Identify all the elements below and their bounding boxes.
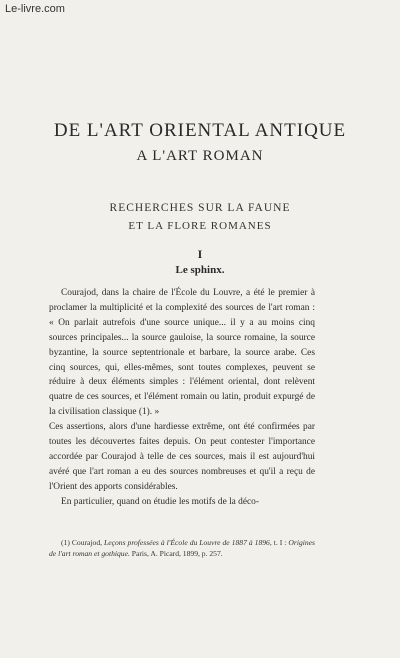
article-title: DE L'ART ORIENTAL ANTIQUE	[53, 120, 347, 141]
paragraph: Ces assertions, alors d'une hardiesse extrême, ont été confirmées par toutes les découvertes faites depuis. On peut contester l'importance accordée par Courajod à telle de ces sources, mais il est aujourd'hui avéré que l'art roman a eu des sources nombreuses et qu'il a reçu de l'Orient des apports considérables.	[49, 422, 315, 492]
watermark: Le-livre.com	[5, 3, 65, 15]
footnote-publisher: Paris, A. Picard, 1899, p. 257.	[131, 548, 223, 558]
paragraph: En particulier, quand on étudie les motifs de la déco-	[61, 496, 259, 507]
article-subtitle: RECHERCHES SUR LA FAUNE	[109, 202, 291, 214]
section-title: Le sphinx.	[175, 264, 225, 276]
article-title-line2: A L'ART ROMAN	[136, 148, 264, 164]
footnote-subtitle: Origines de l'art roman et gothique.	[49, 538, 315, 558]
chapter-numeral: I	[197, 247, 203, 261]
paragraph: Courajod, dans la chaire de l'École du Louvre, a été le premier à proclamer la multiplicité et la complexité des sources de l'art roman : « On parlait autrefois d'une source unique... il y a au moins cinq sources principales... la source gauloise, la source romaine, la source byzantine, la source septentrionale et barbare, la source arabe. Ces cinq sources, qui, elles-mêmes, sont toutes complexes, peuvent se réduire à deux éléments simples : l'élément oriental, dont relèvent quatre de ces sources, et l'élément romain ou latin, produit expurgé de la civilisation classique (1). »	[49, 288, 315, 418]
footnote-title: Leçons professées à l'École du Louvre de 1887 à 1896,	[104, 538, 272, 547]
article-subtitle-line2: ET LA FLORE ROMANES	[128, 220, 272, 232]
footnote-marker: (1) Courajod,	[61, 538, 103, 547]
footnote-volume: t. I :	[273, 538, 287, 547]
body-text	[49, 286, 315, 510]
footnote	[49, 538, 315, 559]
